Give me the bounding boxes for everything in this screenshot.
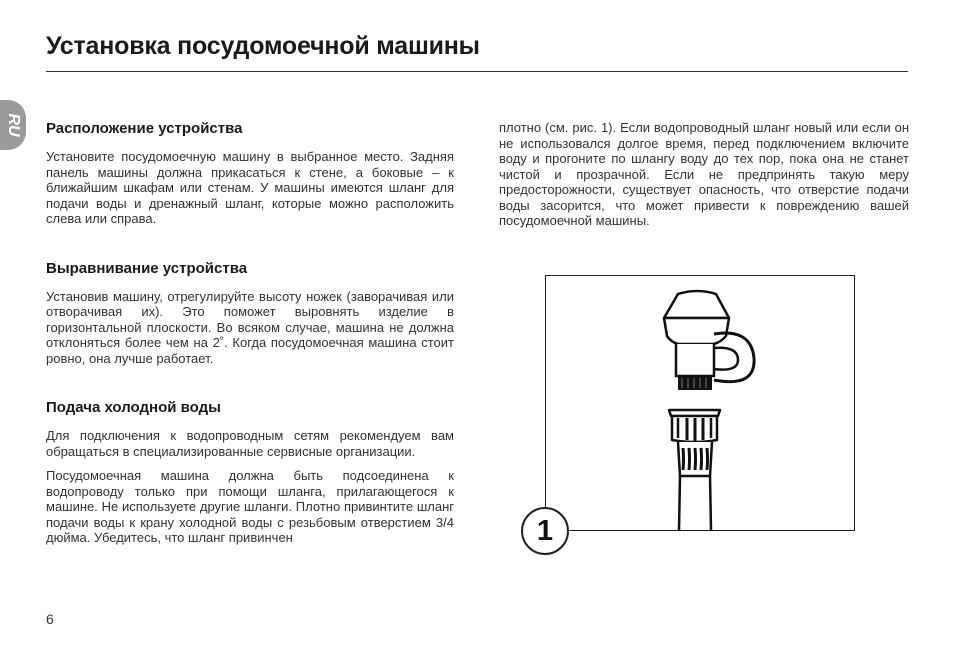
title-divider xyxy=(46,71,908,72)
right-column-text: плотно (см. рис. 1). Если водопроводный шланг новый или если он не использовался долгое время, перед подключением включите воду и прогоните по шлангу воду до тех пор, пока она не станет чистой и прозрачной. Если не предпринять такую меру предосторожности, существует опасность, что отверстие подачи воды засорится, что может привести к повреждению вашей посудомоечной машины. xyxy=(499,120,909,228)
section-placement xyxy=(46,120,454,227)
right-column xyxy=(499,120,909,229)
section-cold-water-text-1: Для подключения к водопроводным сетям рекомендуем вам обращаться в специализированные сервисные организации. xyxy=(46,428,454,459)
section-leveling-title: Выравнивание устройства xyxy=(46,259,248,277)
section-cold-water-title: Подача холодной воды xyxy=(46,399,221,416)
section-leveling xyxy=(46,260,454,367)
language-tab xyxy=(0,100,26,150)
figure-number-badge: 1 xyxy=(521,507,569,555)
hose-tap-illustration xyxy=(546,276,854,530)
section-placement-title: Расположение устройства xyxy=(46,120,243,137)
left-column xyxy=(46,120,454,546)
language-tab-label: RU xyxy=(5,113,22,137)
section-placement-text: Установите посудомоечную машину в выбранное место. Задняя панель машины должна прикасаться к стене, а боковые – к ближайшим шкафам или стенам. У машины имеются шланг для подачи воды и дренажный шланг, которые можно расположить слева или справа. xyxy=(46,149,454,226)
page-number: 6 xyxy=(46,611,54,627)
page-title: Установка посудомоечной машины xyxy=(46,32,480,60)
hose-connection-figure xyxy=(545,275,855,531)
section-cold-water xyxy=(46,399,454,546)
section-leveling-text: Установив машину, отрегулируйте высоту ножек (заворачивая или отворачивая их). Это поможет выровнять изделие в горизонтальной плоскости. Во всяком случае, машина не должна отклоняться более чем на 2˚. Когда посудомоечная машина стоит ровно, она лучше работает. xyxy=(46,288,454,366)
section-cold-water-text-2: Посудомоечная машина должна быть подсоединена к водопроводу только при помощи шланга, прилагающегося к машине. Не используете другие шланги. Плотно привинтите шланг подачи воды к крану холодной воды с резьбовым отверстием 3/4 дюйма. Убедитесь, что шланг привинчен xyxy=(46,468,454,545)
